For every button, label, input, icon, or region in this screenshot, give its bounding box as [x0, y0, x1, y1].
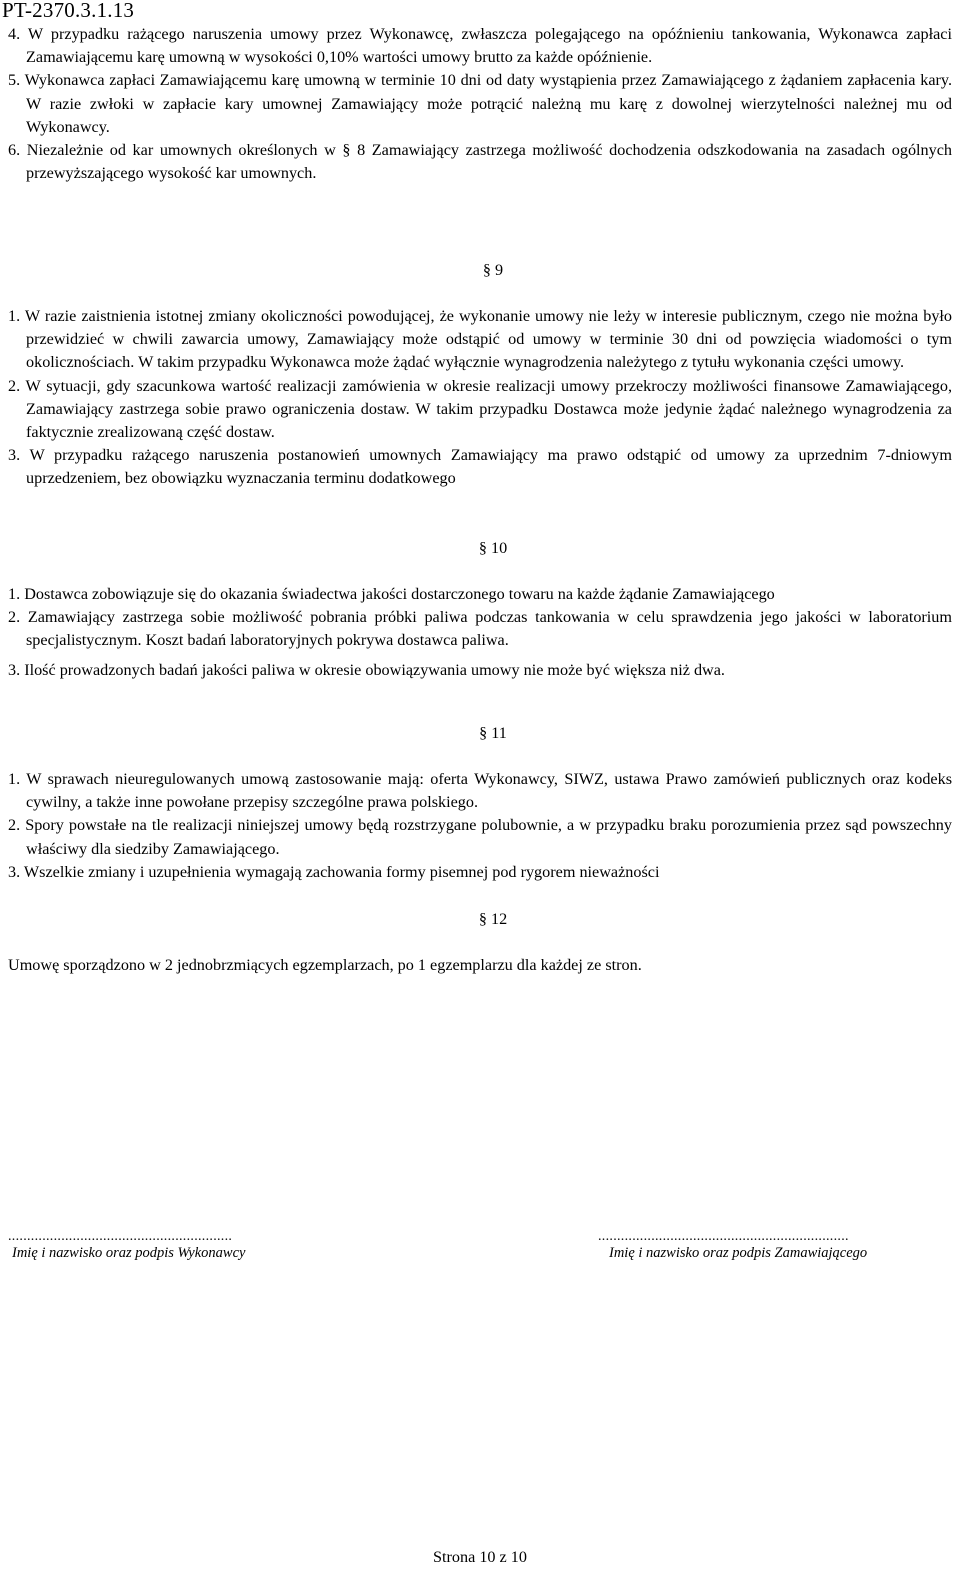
paragraph-9-2: 2. W sytuacji, gdy szacunkowa wartość realizacji zamówienia w okresie realizacji umowy przekroczy możliwości finansowe Zamawiającego, Zamawiający zastrzega sobie prawo ograniczenia dostaw. W takim przypadku Dostawca może jedynie żądać należnego wynagrodzenia za faktycznie zrealizowaną część dostaw.	[8, 376, 952, 442]
section-12-body	[8, 954, 952, 977]
paragraph-10-2: 2. Zamawiający zastrzega sobie możliwość pobrania próbki paliwa podczas tankowania w celu sprawdzenia jego jakości w laboratorium specjalistycznym. Koszt badań laboratoryjnych pokrywa dostawca paliwa.	[8, 608, 952, 650]
paragraph-11-1: 1. W sprawach nieuregulowanych umową zastosowanie mają: oferta Wykonawcy, SIWZ, ustawa Prawo zamówień publicznych oraz kodeks cywilny, a także inne powołane przepisy szczególne prawa polskiego.	[8, 770, 952, 812]
signature-label-contractor: Imię i nazwisko oraz podpis Wykonawcy	[12, 1245, 246, 1261]
paragraph-8-6: 6. Niezależnie od kar umownych określonych w § 8 Zamawiający zastrzega możliwość dochodzenia odszkodowania na zasadach ogólnych przewyższającego wysokość kar umownych.	[8, 141, 952, 183]
paragraph-8-4: 4. W przypadku rażącego naruszenia umowy przez Wykonawcę, zwłaszcza polegającego na opóźnieniu tankowania, Wykonawca zapłaci Zamawiającemu karę umowną w wysokości 0,10% wartości umowy brutto za każde opóźnienie.	[8, 25, 952, 67]
paragraph-11-3: 3. Wszelkie zmiany i uzupełnienia wymagają zachowania formy pisemnej pod rygorem nieważności	[8, 862, 660, 881]
section-11-heading: § 11	[479, 724, 507, 742]
section-12-heading: § 12	[478, 910, 508, 928]
paragraph-9-1: 1. W razie zaistnienia istotnej zmiany okoliczności powodującej, że wykonanie umowy nie leży w interesie publicznym, czego nie można było przewidzieć w chwili zawarcia umowy, Zamawiający może odstąpić od umowy w terminie 30 dni od powzięcia wiadomości o tym okolicznościach. W takim przypadku Wykonawca może żądać wyłącznie wynagrodzenia należytego z tytułu wykonania części umowy.	[8, 307, 952, 372]
signature-line-client: ..................................................................	[598, 1229, 849, 1244]
paragraph-10-1: 1. Dostawca zobowiązuje się do okazania świadectwa jakości dostarczonego towaru na każde żądanie Zamawiającego	[8, 585, 775, 603]
paragraph-11-2: 2. Spory powstałe na tle realizacji niniejszej umowy będą rozstrzygane polubownie, a w przypadku braku porozumienia przez sąd powszechny właściwy dla siedziby Zamawiającego.	[8, 816, 952, 858]
signature-label-client: Imię i nazwisko oraz podpis Zamawiającego	[609, 1245, 868, 1261]
paragraph-10-3: 3. Ilość prowadzonych badań jakości paliwa w okresie obowiązywania umowy nie może być większa niż dwa.	[8, 660, 725, 679]
section-10-heading: § 10	[478, 539, 508, 557]
section-9-body	[8, 305, 952, 491]
section-11-body	[8, 768, 952, 884]
section-8-continuation	[8, 23, 952, 185]
paragraph-9-3: 3. W przypadku rażącego naruszenia postanowień umownych Zamawiający ma prawo odstąpić od umowy za uprzednim 7-dniowym uprzedzeniem, bez obowiązku wyznaczania terminu dodatkowego	[8, 446, 952, 488]
document-id: PT-2370.3.1.13	[2, 0, 135, 22]
section-10-body	[8, 583, 952, 682]
signature-line-contractor: ...........................................................	[8, 1229, 233, 1244]
page-number: Strona 10 z 10	[433, 1548, 527, 1566]
closing-statement: Umowę sporządzono w 2 jednobrzmiących egzemplarzach, po 1 egzemplarzu dla każdej ze stron.	[8, 956, 642, 974]
paragraph-8-5: 5. Wykonawca zapłaci Zamawiającemu karę umowną w terminie 10 dni od daty wystąpienia przez Zamawiającego z żądaniem zapłacenia kary. W razie zwłoki w zapłacie kary umownej Zamawiający może potrącić należną mu karę z dowolnej wierzytelności należnej mu od Wykonawcy.	[8, 71, 952, 136]
section-9-heading: § 9	[482, 261, 504, 279]
